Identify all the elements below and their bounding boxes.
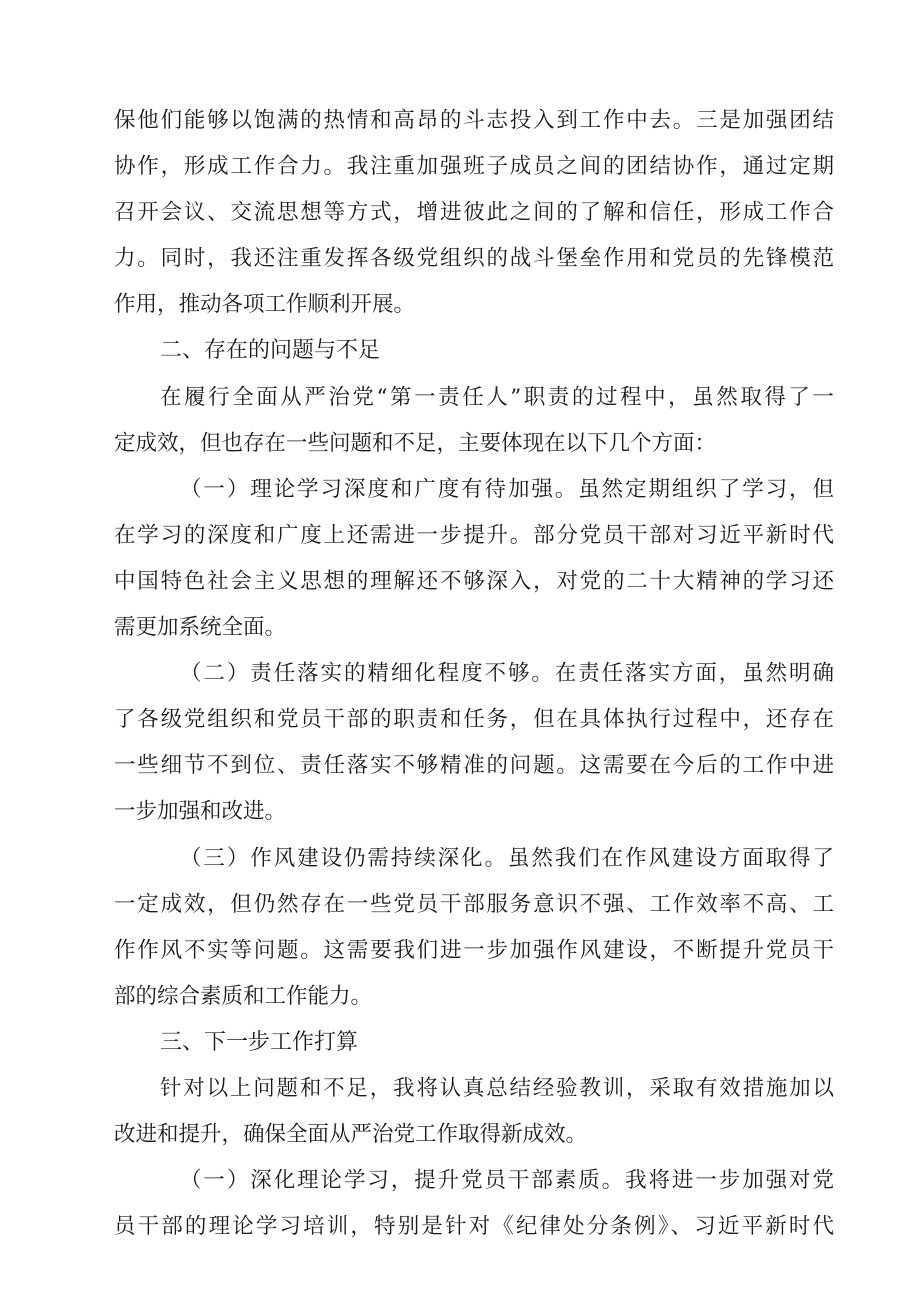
paragraph-line: 一些细节不到位、责任落实不够精准的问题。这需要在今后的工作中进 [114, 753, 834, 779]
paragraph-line: 部的综合素质和工作能力。 [114, 983, 373, 1009]
paragraph-line: 力。同时，我还注重发挥各级党组织的战斗堡垒作用和党员的先锋模范 [114, 246, 834, 272]
paragraph-line: 一步加强和改进。 [114, 799, 287, 825]
paragraph-line: 在学习的深度和广度上还需进一步提升。部分党员干部对习近平新时代 [114, 522, 834, 548]
paragraph-line: 需更加系统全面。 [114, 615, 287, 641]
paragraph-line: 在履行全面从严治党“第一责任人”职责的过程中，虽然取得了一 [160, 384, 834, 410]
paragraph-line: 作作风不实等问题。这需要我们进一步加强作风建设，不断提升党员干 [114, 937, 834, 963]
paragraph-line: 保他们能够以饱满的热情和高昂的斗志投入到工作中去。三是加强团结 [114, 108, 834, 133]
paragraph-line: 作用，推动各项工作顺利开展。 [114, 292, 416, 318]
paragraph-line: 协作，形成工作合力。我注重加强班子成员之间的团结协作，通过定期 [114, 154, 834, 180]
paragraph-line: 一定成效，但仍然存在一些党员干部服务意识不强、工作效率不高、工 [114, 891, 834, 917]
paragraph-line: （一）理论学习深度和广度有待加强。虽然定期组织了学习，但 [180, 476, 834, 502]
paragraph-line: 召开会议、交流思想等方式，增进彼此之间的了解和信任，形成工作合 [114, 200, 834, 226]
paragraph-line: 定成效，但也存在一些问题和不足，主要体现在以下几个方面： [114, 430, 717, 456]
paragraph-line: 员干部的理论学习培训，特别是针对《纪律处分条例》、习近平新时代 [114, 1214, 834, 1240]
paragraph-line: 中国特色社会主义思想的理解还不够深入，对党的二十大精神的学习还 [114, 568, 834, 594]
section-heading: 二、存在的问题与不足 [160, 338, 381, 364]
paragraph-line: （三）作风建设仍需持续深化。虽然我们在作风建设方面取得了 [180, 845, 834, 871]
paragraph-line: （一）深化理论学习，提升党员干部素质。我将进一步加强对党 [180, 1168, 834, 1194]
section-heading: 三、下一步工作打算 [160, 1029, 359, 1055]
document-body [114, 98, 834, 1250]
paragraph-line: 了各级党组织和党员干部的职责和任务，但在具体执行过程中，还存在 [114, 707, 834, 733]
paragraph-line: （二）责任落实的精细化程度不够。在责任落实方面，虽然明确 [180, 661, 834, 687]
paragraph-line: 改进和提升，确保全面从严治党工作取得新成效。 [114, 1122, 588, 1148]
paragraph-line: 针对以上问题和不足，我将认真总结经验教训，采取有效措施加以 [160, 1075, 834, 1101]
